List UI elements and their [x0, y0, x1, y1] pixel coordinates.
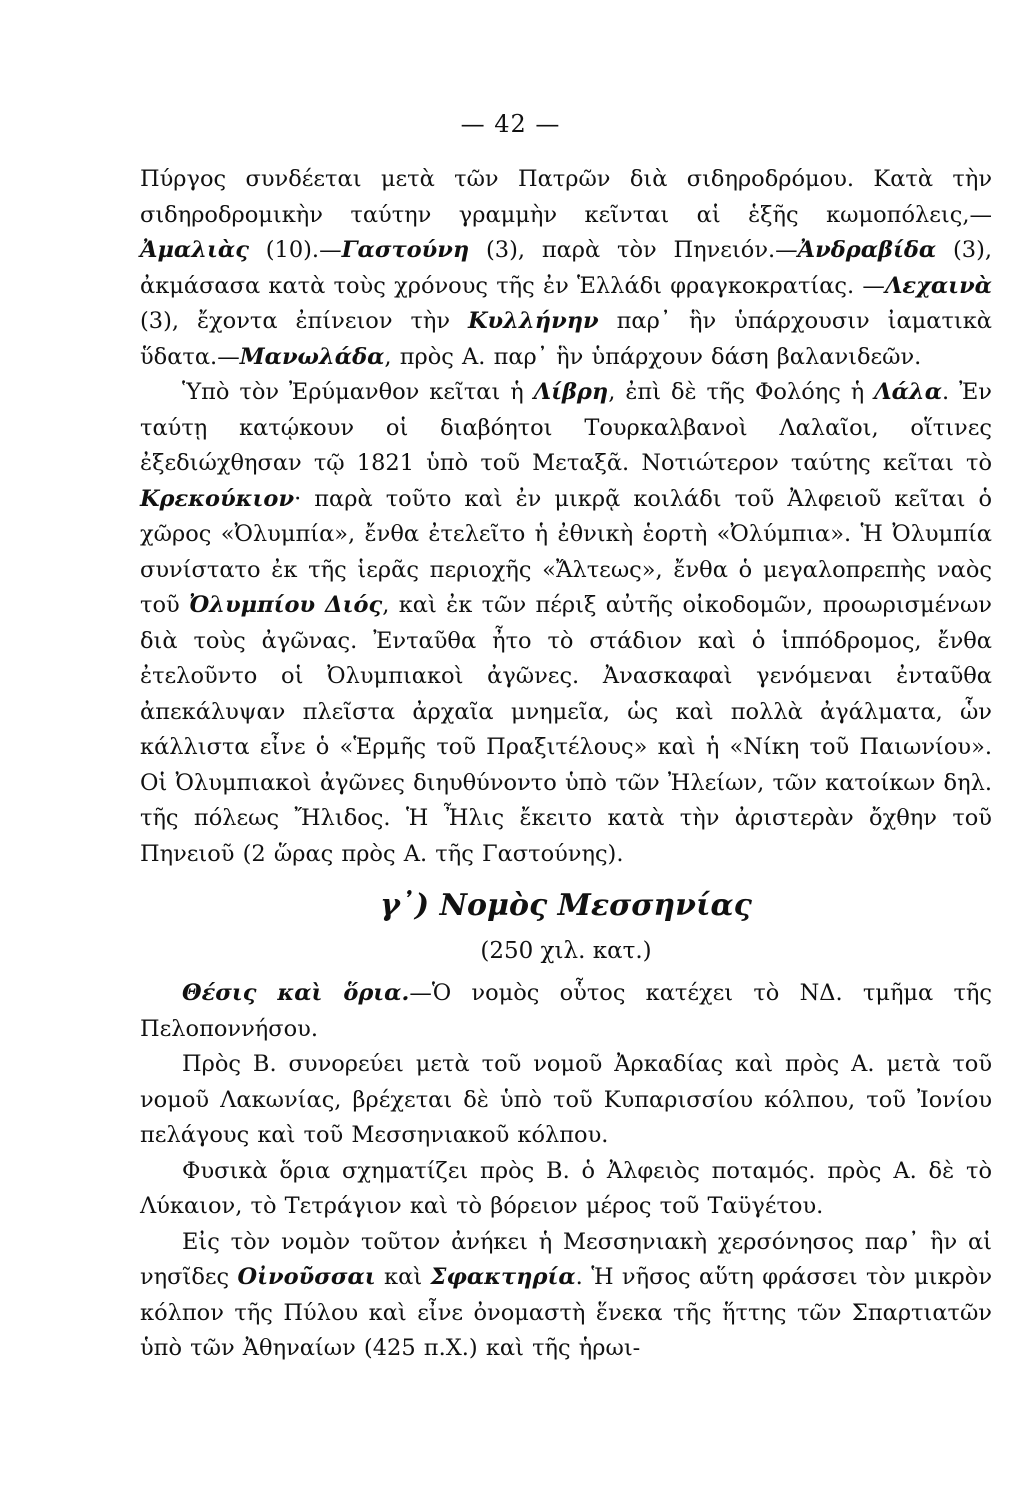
- text-run: Πύργος συνδέεται μετὰ τῶν Πατρῶν διὰ σιδηροδρόμου. Κατὰ τὴν σιδηροδρομικὴν ταύτην γραμμὴν κεῖνται αἱ ἑξῆς κωμοπόλεις,—: [140, 166, 992, 228]
- emphasized-term: Σφακτηρία: [430, 1264, 576, 1290]
- section-heading: γ᾽) Νομὸς Μεσσηνίας: [380, 888, 752, 923]
- text-run: , καὶ ἐκ τῶν πέριξ αὐτῆς οἰκοδομῶν, προωρισμένων διὰ τοὺς ἀγῶνας. Ἐνταῦθα ἦτο τὸ στάδιον καὶ ὁ ἱππόδρομος, ἔνθα ἐτελοῦντο οἱ Ὀλυμπιακοὶ ἀγῶνες. Ἀνασκαφαὶ γενόμεναι ἐνταῦθα ἀπεκάλυψαν πλεῖστα ἀρχαῖα μνημεῖα, ὡς καὶ πολλὰ ἀγάλματα, ὧν κάλλιστα εἶνε ὁ «Ἑρμῆς τοῦ Πραξιτέλους» καὶ ἡ «Νίκη τοῦ Παιωνίου». Οἱ Ὀλυμπιακοὶ ἀγῶνες διηυθύνοντο ὑπὸ τῶν Ἠλείων, τῶν κατοίκων δηλ. τῆς πόλεως Ἤλιδος. Ἡ Ἦλις ἔκειτο κατὰ τὴν ἀριστερὰν ὄχθην τοῦ Πηνειοῦ (2 ὥρας πρὸς Α. τῆς Γαστούνης).: [140, 592, 992, 867]
- body-text: [140, 162, 992, 1367]
- text-run: · παρὰ τοῦτο καὶ ἐν μικρᾷ κοιλάδι τοῦ Ἀλφειοῦ κεῖται ὁ χῶρος «Ὀλυμπία», ἔνθα ἐτελεῖτο ἡ ἐθνικὴ ἑορτὴ «Ὀλύμπια». Ἡ Ὀλυμπία συνίστατο ἐκ τῆς ἱερᾶς περιοχῆς «Ἄλτεως», ἔνθα ὁ μεγαλοπρεπὴς ναὸς τοῦ: [140, 485, 992, 618]
- emphasized-term: Κυλλήνην: [468, 308, 599, 334]
- section-paragraph-group: [140, 976, 992, 1367]
- emphasized-term: Γαστούνη: [341, 237, 470, 263]
- text-run: , ἐπὶ δὲ τῆς Φολόης ἡ: [608, 379, 875, 405]
- paragraph-group: [140, 162, 992, 872]
- emphasized-term: Κρεκούκιον: [140, 485, 295, 512]
- paragraph: [140, 1154, 992, 1225]
- text-run: παρ᾽ ἣν ὑπάρχουσιν ἰαματικὰ ὕδατα.—: [140, 308, 992, 370]
- text-run: καὶ: [375, 1264, 431, 1290]
- text-run: (10).—: [248, 237, 342, 263]
- emphasized-term: Ἀμαλιὰς: [140, 237, 249, 263]
- text-run: Εἰς τὸν νομὸν τοῦτον ἀνήκει ἡ Μεσσηνιακὴ χερσόνησος παρ᾽ ἣν αἱ νησῖδες: [140, 1228, 992, 1290]
- text-run: (3), παρὰ τὸν Πηνειόν.—: [469, 237, 798, 263]
- emphasized-term: Θέσις καὶ ὅρια.: [182, 980, 410, 1006]
- emphasized-term: Λίβρη: [533, 379, 609, 405]
- emphasized-term: Ἀνδραβίδα: [797, 237, 937, 263]
- text-run: (3), ἔχοντα ἐπίνειον τὴν: [140, 308, 468, 334]
- paragraph: [140, 375, 992, 872]
- emphasized-term: Οἰνοῦσσαι: [237, 1264, 376, 1290]
- page-number: — 42 —: [460, 110, 561, 138]
- section-subheading: (250 χιλ. κατ.): [480, 938, 652, 964]
- text-run: , πρὸς Α. παρ᾽ ἣν ὑπάρχουν δάση βαλανιδεῶν.: [384, 343, 922, 370]
- emphasized-term: Μανωλάδα: [239, 343, 385, 370]
- emphasized-term: Λάλα: [874, 379, 943, 405]
- paragraph: [140, 162, 992, 375]
- text-run: —Ὁ νομὸς οὗτος κατέχει τὸ ΝΔ. τμῆμα τῆς Πελοποννήσου.: [140, 980, 992, 1042]
- text-run: (3), ἀκμάσασα κατὰ τοὺς χρόνους τῆς ἐν Ἑλλάδι φραγκοκρατίας. —: [140, 237, 993, 299]
- emphasized-term: Ὀλυμπίου Διός: [189, 592, 383, 618]
- text-run: Ὑπὸ τὸν Ἐρύμανθον κεῖται ἡ: [182, 379, 534, 405]
- paragraph: [140, 976, 992, 1047]
- text-run: Πρὸς Β. συνορεύει μετὰ τοῦ νομοῦ Ἀρκαδίας καὶ πρὸς Α. μετὰ τοῦ νομοῦ Λακωνίας, βρέχεται δὲ ὑπὸ τοῦ Κυπαρισσίου κόλπου, τοῦ Ἰονίου πελάγους καὶ τοῦ Μεσσηνιακοῦ κόλπου.: [140, 1051, 992, 1148]
- text-run: . Ἡ νῆσος αὕτη φράσσει τὸν μικρὸν κόλπον τῆς Πύλου καὶ εἶνε ὀνομαστὴ ἕνεκα τῆς ἥττης τῶν Σπαρτιατῶν ὑπὸ τῶν Ἀθηναίων (425 π.Χ.) καὶ τῆς ἡρωι-: [140, 1264, 993, 1361]
- text-run: . Ἐν ταύτῃ κατῴκουν οἱ διαβόητοι Τουρκαλβανοὶ Λαλαῖοι, οἵτινες ἐξεδιώχθησαν τῷ 1821 ὑπὸ τοῦ Μεταξᾶ. Νοτιώτερον ταύτης κεῖται τὸ: [140, 379, 992, 476]
- text-run: Φυσικὰ ὅρια σχηματίζει πρὸς Β. ὁ Ἀλφειὸς ποταμός. πρὸς Α. δὲ τὸ Λύκαιον, τὸ Τετράγιον καὶ τὸ βόρειον μέρος τοῦ Ταϋγέτου.: [140, 1157, 992, 1219]
- paragraph: [140, 1047, 992, 1154]
- emphasized-term: Λεχαινὰ: [884, 272, 992, 299]
- paragraph: [140, 1225, 992, 1367]
